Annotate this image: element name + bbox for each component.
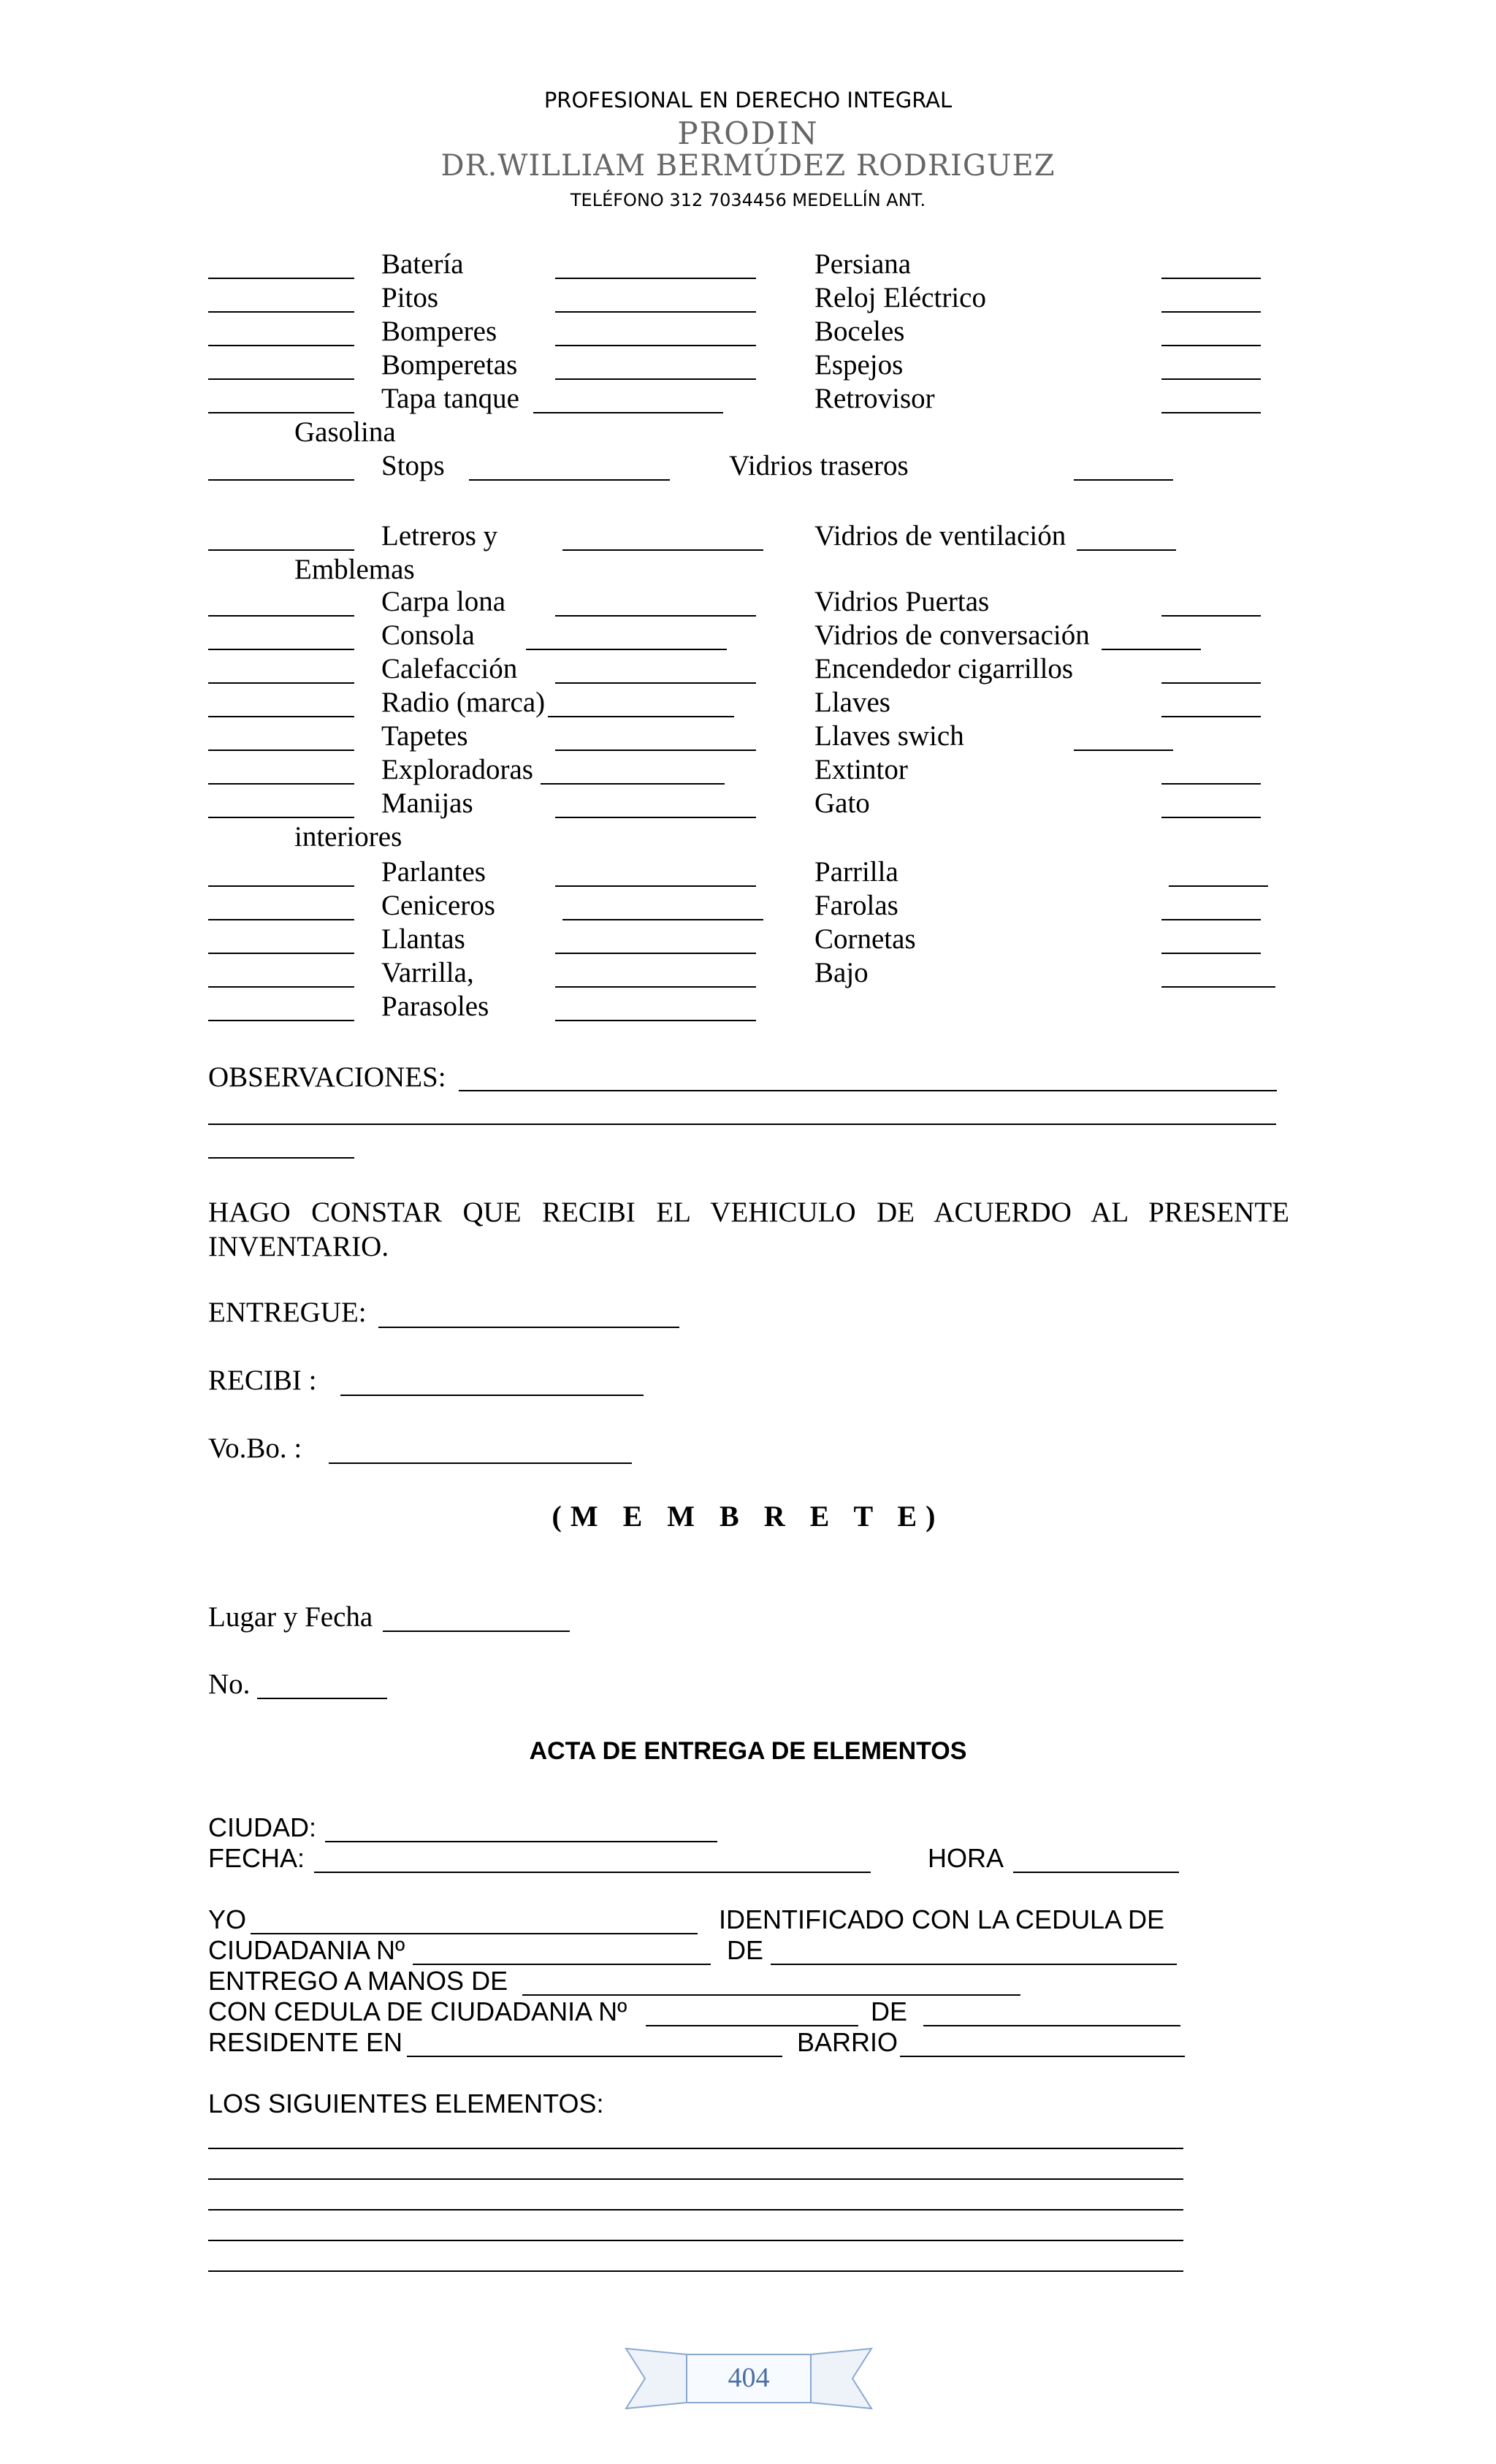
inventory-item-label: Batería: [381, 248, 464, 280]
middle-check-blank[interactable]: [562, 549, 763, 551]
right-check-blank[interactable]: [1074, 479, 1173, 481]
vobo-label: Vo.Bo. :: [208, 1433, 302, 1464]
recibi-signature-line[interactable]: [340, 1395, 644, 1396]
statement-line-1: HAGO CONSTAR QUE RECIBI EL VEHICULO DE ACUERDO AL PRESENTE: [208, 1197, 1289, 1228]
middle-check-blank[interactable]: [555, 615, 756, 617]
inventory-row: [0, 554, 1496, 587]
con-cedula-label: CON CEDULA DE CIUDADANIA Nº: [208, 1996, 627, 2026]
ciudadania-label: CIUDADANIA Nº: [208, 1935, 405, 1965]
ciudad-field[interactable]: [325, 1841, 717, 1842]
middle-check-blank[interactable]: [533, 412, 723, 413]
left-check-blank[interactable]: [208, 953, 354, 954]
inventory-row: [0, 282, 1496, 316]
left-check-blank[interactable]: [208, 783, 354, 785]
inventory-row: [0, 890, 1496, 923]
left-check-blank[interactable]: [208, 479, 354, 481]
fecha-field[interactable]: [314, 1872, 871, 1873]
hora-label: HORA: [928, 1843, 1004, 1873]
residente-field[interactable]: [407, 2056, 782, 2057]
inventory-row: [0, 416, 1496, 450]
receiver-expedition-field[interactable]: [923, 2025, 1180, 2026]
inventory-row: [0, 316, 1496, 349]
inventory-item-label: Cornetas: [814, 923, 916, 955]
elements-line-5[interactable]: [208, 2270, 1183, 2272]
inventory-item-label: Parrilla: [814, 856, 898, 888]
inventory-row: [0, 991, 1496, 1024]
inventory-row: [0, 957, 1496, 991]
inventory-item-label: Llaves: [814, 687, 890, 718]
inventory-row: [0, 619, 1496, 653]
right-check-blank[interactable]: [1161, 817, 1261, 818]
inventory-row: [0, 720, 1496, 754]
fecha-label: FECHA:: [208, 1843, 305, 1873]
inventory-item-label: Bomperetas: [381, 349, 518, 381]
lugar-fecha-label: Lugar y Fecha: [208, 1601, 373, 1633]
inventory-item-label: Pitos: [381, 282, 439, 313]
middle-check-blank[interactable]: [469, 479, 670, 481]
yo-label: YO: [208, 1904, 247, 1934]
inventory-item-label: Vidrios de conversación: [814, 619, 1090, 651]
left-check-blank[interactable]: [208, 1020, 354, 1021]
right-check-blank[interactable]: [1161, 783, 1261, 785]
right-check-blank[interactable]: [1161, 311, 1261, 313]
inventory-item-label: Manijas: [381, 787, 473, 819]
inventory-item-label: Tapetes: [381, 720, 468, 752]
inventory-item-label: Parlantes: [381, 856, 486, 888]
recibi-label: RECIBI :: [208, 1365, 317, 1396]
inventory-row: [0, 856, 1496, 890]
elements-label: LOS SIGUIENTES ELEMENTOS:: [208, 2089, 604, 2118]
cedula-number-field[interactable]: [413, 1964, 711, 1965]
middle-check-blank[interactable]: [555, 817, 756, 818]
inventory-item-label: Reloj Eléctrico: [814, 282, 986, 313]
receiver-de-label: DE: [871, 1996, 908, 2026]
statement-line-2: INVENTARIO.: [208, 1231, 389, 1262]
inventory-row: [0, 754, 1496, 787]
barrio-label: BARRIO: [797, 2027, 898, 2057]
cedula-expedition-field[interactable]: [771, 1964, 1177, 1965]
inventory-row: [0, 821, 1496, 855]
observations-line-3[interactable]: [208, 1157, 354, 1159]
inventory-row: [0, 383, 1496, 416]
observations-line-2[interactable]: [208, 1124, 1276, 1125]
inventory-row: [0, 586, 1496, 619]
identificado-text: IDENTIFICADO CON LA CEDULA DE: [719, 1904, 1165, 1934]
inventory-row: [0, 520, 1496, 554]
left-check-blank[interactable]: [208, 649, 354, 650]
barrio-field[interactable]: [900, 2056, 1185, 2057]
page-number-ribbon: [625, 2341, 873, 2414]
inventory-row: [0, 450, 1496, 484]
page-number: 404: [728, 2362, 770, 2393]
right-check-blank[interactable]: [1077, 549, 1176, 551]
elements-line-1[interactable]: [208, 2148, 1183, 2149]
middle-check-blank[interactable]: [541, 783, 725, 785]
middle-check-blank[interactable]: [555, 378, 756, 380]
inventory-row: [0, 923, 1496, 957]
middle-check-blank[interactable]: [555, 1020, 756, 1021]
inventory-item-label: Extintor: [814, 754, 908, 785]
inventory-item-label: Bomperes: [381, 316, 497, 347]
right-check-blank[interactable]: [1169, 885, 1268, 887]
left-check-blank[interactable]: [208, 885, 354, 887]
left-check-blank[interactable]: [208, 278, 354, 279]
inventory-item-label: Tapa tanque: [381, 383, 519, 414]
left-check-blank[interactable]: [208, 817, 354, 818]
right-check-blank[interactable]: [1161, 345, 1261, 346]
inventory-item-label: Varrilla,: [381, 957, 474, 988]
right-check-blank[interactable]: [1074, 750, 1173, 751]
right-check-blank[interactable]: [1102, 649, 1201, 650]
inventory-item-label: Exploradoras: [381, 754, 533, 785]
right-check-blank[interactable]: [1161, 919, 1261, 920]
left-check-blank[interactable]: [208, 615, 354, 617]
inventory-item-label: Letreros y: [381, 520, 498, 552]
inventory-item-label: Vidrios de ventilación: [814, 520, 1066, 552]
cedula-de-label: DE: [727, 1935, 764, 1965]
left-check-blank[interactable]: [208, 919, 354, 920]
inventory-item-label: Persiana: [814, 248, 912, 280]
right-check-blank[interactable]: [1161, 953, 1261, 954]
right-check-blank[interactable]: [1161, 278, 1261, 279]
inventory-item-label: Calefacción: [381, 653, 518, 684]
right-check-blank[interactable]: [1161, 716, 1261, 717]
statement-paragraph: [208, 1195, 1289, 1264]
observations-line-1[interactable]: [459, 1090, 1277, 1091]
number-label: No.: [208, 1668, 251, 1700]
acta-title: ACTA DE ENTREGA DE ELEMENTOS: [529, 1737, 967, 1765]
inventory-item-label: Espejos: [814, 349, 904, 381]
inventory-item-label: Vidrios traseros: [729, 450, 909, 481]
left-check-blank[interactable]: [208, 378, 354, 380]
number-line[interactable]: [257, 1698, 387, 1699]
header-acronym: PRODIN: [677, 115, 819, 151]
left-check-blank[interactable]: [208, 682, 354, 684]
elements-line-3[interactable]: [208, 2209, 1183, 2211]
receiver-cedula-field[interactable]: [646, 2025, 858, 2026]
inventory-item-label: interiores: [294, 821, 402, 853]
middle-check-blank[interactable]: [555, 953, 756, 954]
middle-check-blank[interactable]: [555, 682, 756, 684]
yo-field[interactable]: [251, 1933, 698, 1934]
inventory-item-label: Carpa lona: [381, 586, 506, 617]
middle-check-blank[interactable]: [555, 986, 756, 988]
inventory-item-label: Consola: [381, 619, 475, 651]
inventory-item-label: Llaves swich: [814, 720, 964, 752]
inventory-item-label: Stops: [381, 450, 445, 481]
inventory-item-label: Encendedor cigarrillos: [814, 653, 1074, 684]
right-check-blank[interactable]: [1161, 378, 1261, 380]
right-check-blank[interactable]: [1161, 615, 1261, 617]
inventory-item-label: Parasoles: [381, 991, 489, 1022]
inventory-row: [0, 349, 1496, 383]
letterhead-placeholder: (M E M B R E T E): [552, 1500, 944, 1533]
middle-check-blank[interactable]: [555, 885, 756, 887]
middle-check-blank[interactable]: [555, 345, 756, 346]
elements-line-2[interactable]: [208, 2178, 1183, 2180]
header-phone-line: TELÉFONO 312 7034456 MEDELLÍN ANT.: [570, 190, 926, 210]
observations-label: OBSERVACIONES:: [208, 1061, 446, 1093]
inventory-item-label: Gasolina: [294, 416, 396, 448]
header-attorney-name: DR.WILLIAM BERMÚDEZ RODRIGUEZ: [440, 149, 1056, 183]
hora-field[interactable]: [1013, 1872, 1179, 1873]
left-check-blank[interactable]: [208, 716, 354, 717]
inventory-item-label: Bajo: [814, 957, 869, 988]
inventory-item-label: Vidrios Puertas: [814, 586, 990, 617]
inventory-row: [0, 248, 1496, 282]
entregue-signature-line[interactable]: [378, 1327, 679, 1328]
inventory-row: [0, 787, 1496, 821]
left-check-blank[interactable]: [208, 412, 354, 413]
ciudad-label: CIUDAD:: [208, 1812, 317, 1842]
lugar-fecha-line[interactable]: [383, 1630, 570, 1632]
left-check-blank[interactable]: [208, 311, 354, 313]
residente-label: RESIDENTE EN: [208, 2027, 403, 2057]
elements-line-4[interactable]: [208, 2240, 1183, 2241]
inventory-item-label: Emblemas: [294, 554, 415, 585]
middle-check-blank[interactable]: [555, 311, 756, 313]
inventory-item-label: Farolas: [814, 890, 898, 921]
header-firm-line: PROFESIONAL EN DERECHO INTEGRAL: [543, 88, 953, 112]
inventory-row: [0, 653, 1496, 687]
left-check-blank[interactable]: [208, 549, 354, 551]
inventory-item-label: Llantas: [381, 923, 465, 955]
inventory-item-label: Boceles: [814, 316, 905, 347]
inventory-item-label: Gato: [814, 787, 870, 819]
entregue-label: ENTREGUE:: [208, 1297, 367, 1328]
middle-check-blank[interactable]: [555, 750, 756, 751]
right-check-blank[interactable]: [1161, 682, 1261, 684]
middle-check-blank[interactable]: [555, 278, 756, 279]
middle-check-blank[interactable]: [562, 919, 763, 920]
left-check-blank[interactable]: [208, 750, 354, 751]
middle-check-blank[interactable]: [548, 716, 734, 717]
inventory-row: [0, 687, 1496, 720]
vobo-signature-line[interactable]: [329, 1462, 632, 1464]
entrego-label: ENTREGO A MANOS DE: [208, 1966, 508, 1996]
entrego-field[interactable]: [522, 1994, 1020, 1996]
middle-check-blank[interactable]: [526, 649, 727, 650]
left-check-blank[interactable]: [208, 345, 354, 346]
inventory-item-label: Retrovisor: [814, 383, 935, 414]
right-check-blank[interactable]: [1161, 412, 1261, 413]
left-check-blank[interactable]: [208, 986, 354, 988]
inventory-item-label: Radio (marca): [381, 687, 546, 718]
right-check-blank[interactable]: [1161, 986, 1275, 988]
inventory-item-label: Ceniceros: [381, 890, 495, 921]
